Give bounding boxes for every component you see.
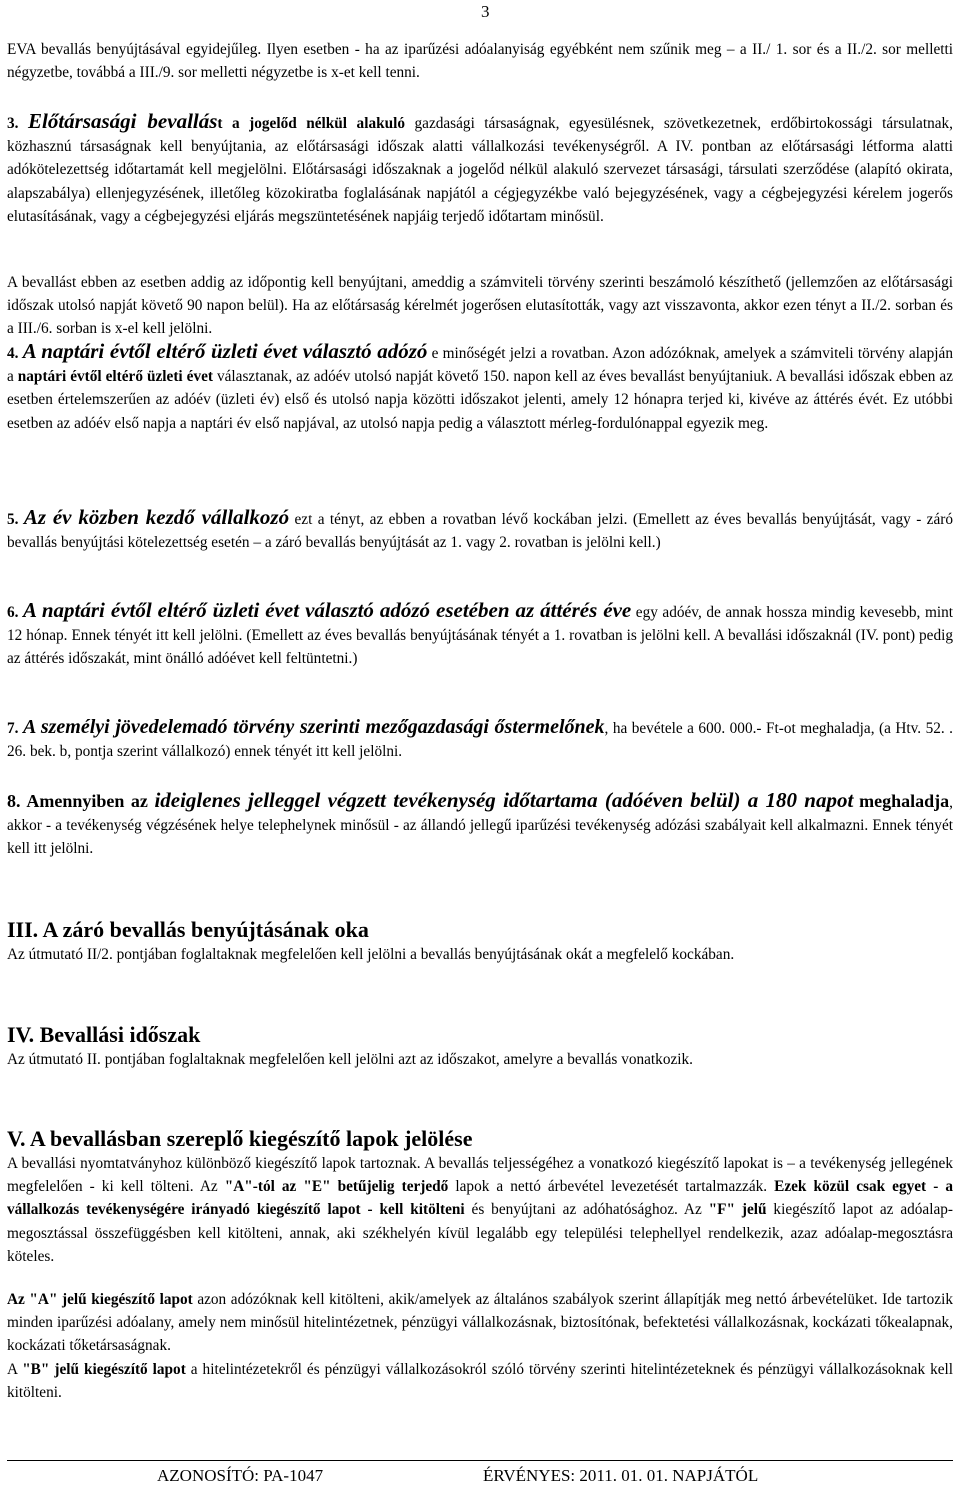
item-5-number: 5. <box>7 511 19 528</box>
item-5-para <box>7 506 953 554</box>
section-5-p3-text: a hitelintézetekről és pénzügyi vállalkozásokról szóló törvény szerinti hitelintézeteknek és pénzügyi vállalkozásoknak kell kitölteni. <box>7 1360 954 1401</box>
section-5-para-2-block <box>7 1288 953 1404</box>
item-3-para-1 <box>7 110 953 228</box>
section-5-t4: kiegészítő lapot az adóalap-megosztással összefüggésben kell kitölteni, annak, aki székhelyén kívül legalább egy települési telephellyel rendelkezik, azaz adóalap-megosztásra köteles. <box>7 1201 953 1265</box>
section-3-heading: III. A záró bevallás benyújtásának oka <box>7 917 369 942</box>
item-7-block <box>7 716 953 763</box>
section-5-para-3 <box>7 1358 953 1404</box>
footer-valid: ÉRVÉNYES: 2011. 01. 01. NAPJÁTÓL <box>483 1466 759 1485</box>
item-7-number: 7. <box>7 720 19 737</box>
item-3-text-2: A IV. pontban az előtársasági létforma alatti adókötelezettség időtartamát kell megjelölni. <box>7 138 953 179</box>
section-4-text: Az útmutató II. pontjában foglaltaknak megfelelően kell jelölni azt az időszakot, amelyre a bevallás vonatkozik. <box>7 1051 693 1068</box>
item-5-text: ezt a tényt, az ebben a rovatban lévő kockában jelzi. (Emellett az éves bevallás benyújtását, vagy - záró bevallás benyújtási kötelezettség esetén – a záró bevallás benyújtását az 1. vagy 2. rovatban is jelölni kell.) <box>7 511 954 552</box>
item-3-text-3: Előtársasági időszaknak a jogelőd nélkül alakuló szervezet társasági, társulati szerződése (alapító okirata, alapszabálya) ellenjegyzésének, illetőleg közokiratba foglalásának napjától a cégjegyzékbe való bejegyzésének, vagy a cégbejegyzési kérelem jogerős elutasításának, vagy a cégbejegyzési eljárás megszüntetésének napjáig terjedő időtartam minősül. <box>7 161 953 225</box>
section-4-heading: IV. Bevallási időszak <box>7 1022 201 1047</box>
item-4-bold-1: naptári évtől eltérő üzleti évet <box>17 368 213 386</box>
item-5-block <box>7 506 953 554</box>
section-3-text: Az útmutató II/2. pontjában foglaltaknak megfelelően kell jelölni a bevallás benyújtásának okát a megfelelő kockában. <box>7 946 735 963</box>
item-8-number: 8. <box>7 791 21 811</box>
item-8-text: , akkor - a tevékenység végzésének helye telephelynek minősül - az állandó jellegű iparűzési tevékenység adózási szabályait kell alkalmazni. Ennek tényét kell itt jelölni. <box>7 794 953 858</box>
item-3-para-2-block <box>7 271 953 341</box>
section-4 <box>7 1022 953 1071</box>
item-4-text-2: választanak, az adóév utolsó napját követő 150. napon kell az éves bevallást benyújtaniuk. A bevallási időszak ebben az esetben értelemszerűen az adóév (üzleti év) első és utolsó napja közötti időszakot jelenti, amely 12 hónapra terjed ki, kivéve az áttérés évét. Ez utóbbi esetben az adóév első napja a naptári év első napjával, az utolsó napja pedig a választott mérleg-fordulónappal egyezik meg. <box>7 368 953 432</box>
section-5-heading: V. A bevallásban szereplő kiegészítő lapok jelölése <box>7 1126 473 1151</box>
item-8-para <box>7 789 953 861</box>
section-3 <box>7 917 953 966</box>
item-3-text-1: gazdasági társaságnak, egyesülésnek, szövetkezetnek, erdőbirtokossági társulatnak, közhasznú társaságnak kell benyújtania, az előtársasági időszak alatti vállalkozási tevékenységről. <box>7 115 954 156</box>
item-5-title: Az év közben kezdő vállalkozó <box>23 505 290 529</box>
section-5-para-1 <box>7 1152 953 1268</box>
section-5-t2: lapok a nettó árbevétel levezetését tartalmazzák. <box>448 1178 775 1196</box>
eva-text: EVA bevallás benyújtásával egyidejűleg. Ilyen esetben - ha az iparűzési adóalanyiság egyébként nem szűnik meg – a II./ 1. sor és a II./2. sor melletti négyzetbe, továbbá a III./9. sor melletti négyzetbe is x-et kell tenni. <box>7 41 953 82</box>
item-3-number: 3. <box>7 115 19 132</box>
eva-paragraph <box>7 38 953 84</box>
footer-divider <box>7 1460 953 1461</box>
footer-id: AZONOSÍTÓ: PA-1047 <box>157 1466 324 1485</box>
item-4-text-1: e minőségét jelzi a rovatban. Azon adózóknak, amelyek a számviteli törvény alapján a <box>7 345 953 386</box>
section-5 <box>7 1126 953 1268</box>
section-5-p2-text: azon adózóknak kell kitölteni, akik/amelyek az általános szabályok szerint állapítják meg nettó árbevételüket. Ide tartozik minden iparűzési adóalany, amely nem minősül hitelintézetnek, pénzügyi vállalkozásnak, biztosítónak, befektetési vállalkozásnak, kockázati tőkealapnak, kockázati tőketársaságnak. <box>7 1291 953 1355</box>
item-6-title: A naptári évtől eltérő üzleti évet választó adózó esetében az áttérés éve <box>23 598 632 622</box>
item-8-lead: Amennyiben az <box>26 791 155 811</box>
section-5-t1: A bevallási nyomtatványhoz különböző kiegészítő lapok tartoznak. A bevallás teljességéhez a vonatkozó kiegészítő lapokat is – a tevékenység jellegének megfelelően - ki kell tölteni. Az <box>7 1155 953 1196</box>
section-5-p3-bold: "B" jelű kiegészítő lapot <box>22 1360 186 1378</box>
item-4-block <box>7 340 953 435</box>
section-5-b1: "A"-tól az "E" betűjelig terjedő <box>224 1178 449 1196</box>
section-5-b2: Ezek közül csak egyet - a vállalkozás tevékenységére irányadó kiegészítő lapot - kell kitölteni <box>7 1178 953 1219</box>
item-3-title-tail: t a jogelőd nélkül alakuló <box>217 115 406 132</box>
item-3-para-2: A bevallást ebben az esetben addig az időpontig kell benyújtani, ameddig a számviteli törvény szerinti beszámoló készíthető (jellemzően az előtársasági időszak utolsó napját követő 90 napon belül). Ha az előtársaság kérelmét jogerősen elutasították, vagy azt visszavonta, akkor ezen tényt a II./2. sorban és a III./6. sorban is x-el kell jelölni. <box>7 274 953 338</box>
item-8-title: ideiglenes jelleggel végzett tevékenység időtartama (adóéven belül) a 180 napot <box>154 788 854 812</box>
page-number: 3 <box>481 2 490 21</box>
item-3 <box>7 110 953 228</box>
item-6-para <box>7 599 953 671</box>
item-8-block <box>7 789 953 861</box>
item-4-para <box>7 340 953 435</box>
section-5-t3: és benyújtani az adóhatósághoz. Az <box>464 1201 709 1219</box>
section-5-p3-lead: A <box>7 1360 23 1378</box>
item-7-text: , ha bevétele a 600. 000.- Ft-ot meghaladja, (a Htv. 52. . 26. bek. b, pontja szerint vállalkozó) ennek tényét itt kell jelölni. <box>7 720 953 761</box>
item-4-title: A naptári évtől eltérő üzleti évet választó adózó <box>22 339 428 363</box>
section-5-b3: "F" jelű <box>708 1201 767 1219</box>
item-6-block <box>7 599 953 671</box>
section-5-para-2 <box>7 1288 953 1358</box>
item-7-title: A személyi jövedelemadó törvény szerinti mezőgazdasági őstermelőnek <box>22 716 605 738</box>
item-8-title-2: meghaladja <box>859 791 950 811</box>
item-3-title: Előtársasági bevallás <box>27 109 218 133</box>
item-6-number: 6. <box>7 604 19 621</box>
item-7-para <box>7 716 953 763</box>
section-5-p2-bold: Az "A" jelű kiegészítő lapot <box>7 1291 193 1308</box>
item-6-text: egy adóév, de annak hossza mindig kevesebb, mint 12 hónap. Ennek tényét itt kell jelölni. (Emellett az éves bevallás benyújtásának tényét a 1. rovatban is jelölni kell. A bevallási időszaknál (IV. pont) pedig az áttérés időszakát, mint önálló adóévet kell feltüntetni.) <box>7 604 953 668</box>
item-4-number: 4. <box>7 345 19 362</box>
